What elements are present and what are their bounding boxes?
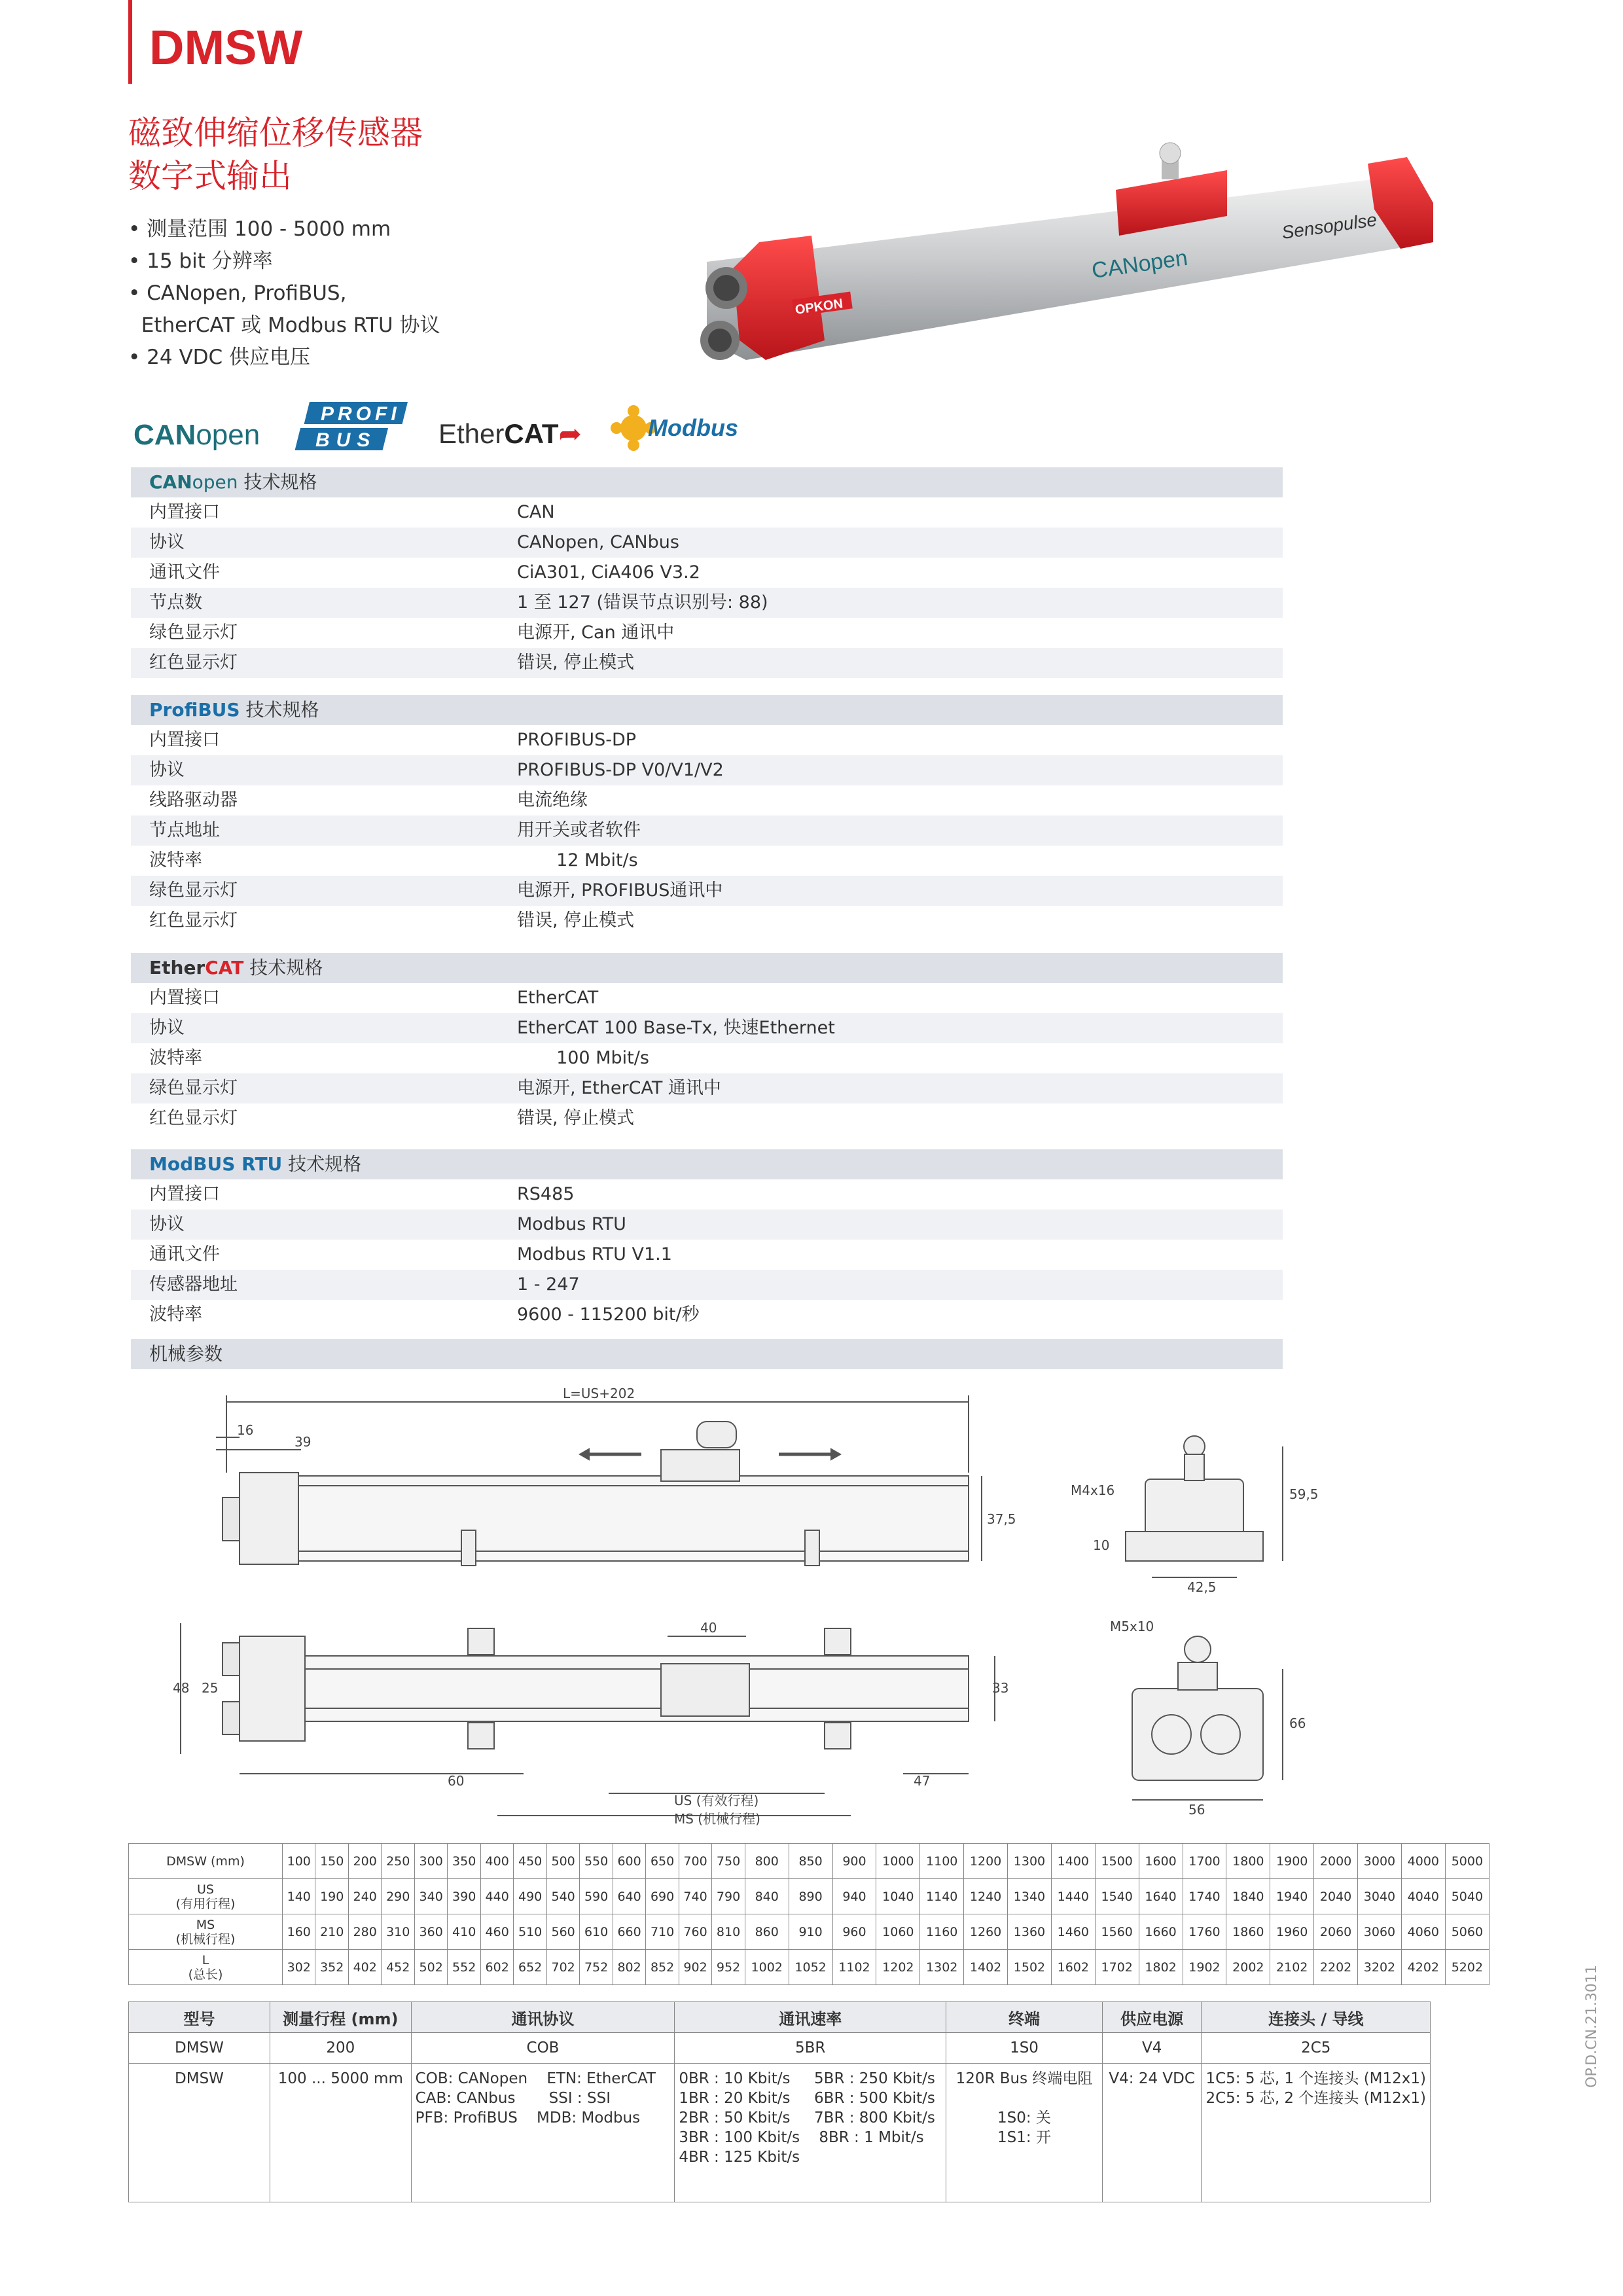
dimension-cell: 502 <box>414 1950 447 1985</box>
dimension-cell: 1702 <box>1095 1950 1139 1985</box>
svg-text:25: 25 <box>202 1680 219 1696</box>
row-label: US <box>197 1882 214 1897</box>
profibus-spec-table <box>131 695 1283 936</box>
dimension-cell: 1060 <box>876 1914 920 1950</box>
technical-drawing <box>131 1381 1319 1827</box>
mechanical-header: 机械参数 <box>131 1339 1283 1369</box>
dimension-cell: 452 <box>382 1950 414 1985</box>
dimension-cell: 600 <box>613 1844 645 1879</box>
svg-text:48: 48 <box>173 1680 190 1696</box>
dimension-cell: 850 <box>789 1844 832 1879</box>
dimension-cell: 1000 <box>876 1844 920 1879</box>
spec-row: 通讯文件 CiA301, CiA406 V3.2 <box>149 562 700 583</box>
spec-row: 节点数 1 至 127 (错误节点识别号: 88) <box>131 588 1283 618</box>
spec-row: 红色显示灯 错误, 停止模式 <box>149 1108 635 1128</box>
dimension-cell: 800 <box>745 1844 789 1879</box>
dimension-cell: 1900 <box>1270 1844 1314 1879</box>
svg-text:L=US+202: L=US+202 <box>563 1386 635 1401</box>
dimension-cell: 652 <box>514 1950 546 1985</box>
order-termination-cell: 120R Bus 终端电阻 1S0: 关 1S1: 开 <box>946 2064 1103 2202</box>
dimension-cell: 4202 <box>1401 1950 1445 1985</box>
dimension-cell: 402 <box>348 1950 381 1985</box>
spec-row: 波特率 100 Mbit/s <box>149 1048 649 1068</box>
dimension-cell: 810 <box>712 1914 745 1950</box>
dimension-cell: 690 <box>646 1879 679 1914</box>
dimension-cell: 1240 <box>964 1879 1008 1914</box>
dimension-cell: 4040 <box>1401 1879 1445 1914</box>
dimension-cell: 1860 <box>1226 1914 1270 1950</box>
spec-row: 协议 PROFIBUS-DP V0/V1/V2 <box>131 755 1283 785</box>
dimension-cell: 160 <box>283 1914 315 1950</box>
spec-row: 内置接口 EtherCAT <box>149 988 599 1008</box>
spec-row: 通讯文件 Modbus RTU V1.1 <box>149 1244 672 1265</box>
dimension-cell: 1440 <box>1051 1879 1095 1914</box>
order-model-cell: DMSW <box>129 2064 270 2202</box>
dimension-cell: 2202 <box>1314 1950 1358 1985</box>
svg-text:33: 33 <box>992 1680 1009 1696</box>
canopen-spec-table <box>131 467 1283 678</box>
spec-row: 红色显示灯 错误, 停止模式 <box>131 648 1283 678</box>
dimension-cell: 1760 <box>1183 1914 1226 1950</box>
dimension-cell: 1260 <box>964 1914 1008 1950</box>
feature-item: • CANopen, ProfiBUS, <box>128 281 347 305</box>
dimension-cell: 410 <box>448 1914 480 1950</box>
dimension-cell: 740 <box>679 1879 711 1914</box>
dimension-row <box>129 1879 1489 1914</box>
dimension-cell: 1002 <box>745 1950 789 1985</box>
svg-text:US (有效行程): US (有效行程) <box>674 1793 759 1808</box>
dimension-cell: 1300 <box>1008 1844 1052 1879</box>
spec-row: 波特率 9600 - 115200 bit/秒 <box>149 1304 700 1325</box>
spec-row: 内置接口 RS485 <box>149 1184 575 1204</box>
order-power-cell: V4: 24 VDC <box>1102 2064 1202 2202</box>
spec-row: 传感器地址 1 - 247 <box>131 1270 1283 1300</box>
modbus-spec-header: ModBUS RTU 技术规格 <box>131 1149 1283 1179</box>
svg-text:BUS: BUS <box>315 429 377 451</box>
dimension-cell: 1640 <box>1139 1879 1183 1914</box>
dimension-cell: 1802 <box>1139 1950 1183 1985</box>
dimension-cell: 210 <box>315 1914 348 1950</box>
row-sublabel: (机械行程) <box>175 1931 236 1946</box>
svg-text:47: 47 <box>914 1773 931 1789</box>
dimension-cell: 140 <box>283 1879 315 1914</box>
svg-text:59,5: 59,5 <box>1289 1486 1319 1502</box>
dimension-cell: 3060 <box>1358 1914 1402 1950</box>
dimension-cell: 1140 <box>920 1879 964 1914</box>
dimension-cell: 1400 <box>1051 1844 1095 1879</box>
dimension-row <box>129 1950 1489 1985</box>
order-code-table <box>128 2001 1431 2202</box>
feature-item: • 15 bit 分辨率 <box>128 249 273 273</box>
dimension-cell: 790 <box>712 1879 745 1914</box>
dimension-cell: 1960 <box>1270 1914 1314 1950</box>
dimension-cell: 1102 <box>832 1950 876 1985</box>
dimension-cell: 3000 <box>1358 1844 1402 1879</box>
dimension-cell: 150 <box>315 1844 348 1879</box>
svg-text:39: 39 <box>294 1434 312 1450</box>
dimension-cell: 1340 <box>1008 1879 1052 1914</box>
dimension-cell: 650 <box>646 1844 679 1879</box>
dimension-table <box>128 1843 1489 1985</box>
dimension-cell: 2040 <box>1314 1879 1358 1914</box>
order-rate-cell: 0BR : 10 Kbit/s 5BR : 250 Kbit/s 1BR : 20 Kbit/s 6BR : 500 Kbit/s 2BR : 50 Kbit/s 7BR : 800 Kbit/s 3BR : 100 Kbit/s 8BR : 1 Mbit/s 4BR : 125 Kbit/s <box>675 2064 946 2202</box>
order-header: 通讯速率 <box>675 2002 946 2033</box>
svg-text:40: 40 <box>700 1620 717 1636</box>
dimension-cell: 300 <box>414 1844 447 1879</box>
dimension-cell: 1202 <box>876 1950 920 1985</box>
dimension-cell: 1500 <box>1095 1844 1139 1879</box>
order-example-cell: COB <box>411 2033 675 2064</box>
row-label: DMSW (mm) <box>166 1854 245 1869</box>
dimension-row-header <box>129 1914 283 1950</box>
dimension-cell: 610 <box>580 1914 613 1950</box>
dimension-cell: 450 <box>514 1844 546 1879</box>
order-header: 型号 <box>129 2002 270 2033</box>
svg-text:Modbus: Modbus <box>648 414 738 441</box>
dimension-cell: 4060 <box>1401 1914 1445 1950</box>
page-title: DMSW <box>149 20 303 75</box>
row-sublabel: (有用行程) <box>175 1896 236 1911</box>
spec-row: 节点地址 用开关或者软件 <box>131 816 1283 846</box>
spec-row: 绿色显示灯 电源开, Can 通讯中 <box>149 622 675 643</box>
row-sublabel: (总长) <box>188 1967 223 1982</box>
order-example-cell: 5BR <box>675 2033 946 2064</box>
svg-text:M4x16: M4x16 <box>1071 1482 1115 1498</box>
dimension-cell: 802 <box>613 1950 645 1985</box>
dimension-cell: 5040 <box>1445 1879 1489 1914</box>
spec-row: 协议 CANopen, CANbus <box>131 528 1283 558</box>
dimension-cell: 1700 <box>1183 1844 1226 1879</box>
row-label: MS <box>196 1917 215 1932</box>
dimension-cell: 1200 <box>964 1844 1008 1879</box>
spec-row: 波特率 12 Mbit/s <box>149 850 638 870</box>
dimension-cell: 560 <box>546 1914 579 1950</box>
order-example-cell: 1S0 <box>946 2033 1103 2064</box>
order-header: 连接头 / 导线 <box>1202 2002 1431 2033</box>
dimension-cell: 1940 <box>1270 1879 1314 1914</box>
dimension-cell: 1040 <box>876 1879 920 1914</box>
dimension-cell: 250 <box>382 1844 414 1879</box>
dimension-cell: 1360 <box>1008 1914 1052 1950</box>
dimension-row-header <box>129 1950 283 1985</box>
dimension-cell: 1560 <box>1095 1914 1139 1950</box>
feature-item: EtherCAT 或 Modbus RTU 协议 <box>128 314 440 337</box>
dimension-cell: 1540 <box>1095 1879 1139 1914</box>
dimension-cell: 3202 <box>1358 1950 1402 1985</box>
dimension-cell: 640 <box>613 1879 645 1914</box>
dimension-cell: 240 <box>348 1879 381 1914</box>
dimension-cell: 550 <box>580 1844 613 1879</box>
dimension-cell: 1402 <box>964 1950 1008 1985</box>
product-image <box>589 144 1427 419</box>
dimension-cell: 760 <box>679 1914 711 1950</box>
dimension-cell: 1600 <box>1139 1844 1183 1879</box>
dimension-cell: 510 <box>514 1914 546 1950</box>
svg-text:M5x10: M5x10 <box>1110 1619 1154 1634</box>
spec-row: 协议 EtherCAT 100 Base-Tx, 快速Ethernet <box>131 1013 1283 1043</box>
spec-row: 线路驱动器 电流绝缘 <box>149 790 588 810</box>
dimension-cell: 890 <box>789 1879 832 1914</box>
page-subtitle <box>128 111 423 198</box>
svg-text:Sensopulse: Sensopulse <box>1280 209 1378 243</box>
dimension-cell: 710 <box>646 1914 679 1950</box>
order-example-cell: DMSW <box>129 2033 270 2064</box>
dimension-cell: 700 <box>679 1844 711 1879</box>
svg-text:CANopen: CANopen <box>1090 245 1190 283</box>
dimension-cell: 660 <box>613 1914 645 1950</box>
svg-text:42,5: 42,5 <box>1187 1579 1217 1595</box>
order-header: 通讯协议 <box>411 2002 675 2033</box>
dimension-cell: 400 <box>480 1844 513 1879</box>
dimension-cell: 1302 <box>920 1950 964 1985</box>
dimension-row <box>129 1844 1489 1879</box>
dimension-cell: 360 <box>414 1914 447 1950</box>
canopen-logo: CANopen <box>134 419 260 451</box>
dimension-cell: 2002 <box>1226 1950 1270 1985</box>
order-example-cell: 2C5 <box>1202 2033 1431 2064</box>
profibus-spec-header: ProfiBUS 技术规格 <box>131 695 1283 725</box>
dimension-cell: 5202 <box>1445 1950 1489 1985</box>
subtitle-line-1: 磁致伸缩位移传感器 <box>128 114 423 152</box>
dimension-cell: 190 <box>315 1879 348 1914</box>
dimension-row-header <box>129 1879 283 1914</box>
dimension-cell: 840 <box>745 1879 789 1914</box>
dimension-cell: 4000 <box>1401 1844 1445 1879</box>
ethercat-spec-header: EtherCAT 技术规格 <box>131 953 1283 983</box>
dimension-cell: 440 <box>480 1879 513 1914</box>
svg-text:16: 16 <box>237 1422 254 1438</box>
dimension-cell: 910 <box>789 1914 832 1950</box>
dimension-cell: 552 <box>448 1950 480 1985</box>
dimension-cell: 750 <box>712 1844 745 1879</box>
dimension-cell: 490 <box>514 1879 546 1914</box>
spec-row: 绿色显示灯 电源开, EtherCAT 通讯中 <box>131 1073 1283 1103</box>
order-protocol-cell: COB: CANopen ETN: EtherCAT CAB: CANbus SSI : SSI PFB: ProfiBUS MDB: Modbus <box>411 2064 675 2202</box>
dimension-cell: 960 <box>832 1914 876 1950</box>
dimension-cell: 350 <box>448 1844 480 1879</box>
dimension-cell: 390 <box>448 1879 480 1914</box>
dimension-cell: 540 <box>546 1879 579 1914</box>
feature-item: • 测量范围 100 - 5000 mm <box>128 217 391 241</box>
svg-text:60: 60 <box>448 1773 465 1789</box>
dimension-cell: 290 <box>382 1879 414 1914</box>
ethercat-spec-table <box>131 953 1283 1134</box>
order-connector-cell: 1C5: 5 芯, 1 个连接头 (M12x1) 2C5: 5 芯, 2 个连接头 (M12x1) <box>1202 2064 1431 2202</box>
dimension-cell: 1052 <box>789 1950 832 1985</box>
dimension-cell: 1100 <box>920 1844 964 1879</box>
svg-text:37,5: 37,5 <box>987 1511 1016 1527</box>
dimension-cell: 100 <box>283 1844 315 1879</box>
dimension-cell: 5060 <box>1445 1914 1489 1950</box>
dimension-cell: 500 <box>546 1844 579 1879</box>
title-accent-bar <box>128 0 132 84</box>
spec-row: 内置接口 CAN <box>149 502 555 522</box>
ethercat-logo: EtherCAT➦ <box>438 418 582 449</box>
dimension-cell: 902 <box>679 1950 711 1985</box>
spec-row: 协议 Modbus RTU <box>131 1210 1283 1240</box>
dimension-cell: 952 <box>712 1950 745 1985</box>
dimension-cell: 352 <box>315 1950 348 1985</box>
dimension-cell: 200 <box>348 1844 381 1879</box>
dimension-cell: 2102 <box>1270 1950 1314 1985</box>
dimension-cell: 1502 <box>1008 1950 1052 1985</box>
order-header: 终端 <box>946 2002 1103 2033</box>
feature-list <box>128 213 440 374</box>
dimension-cell: 280 <box>348 1914 381 1950</box>
svg-text:56: 56 <box>1188 1802 1205 1818</box>
dimension-cell: 1160 <box>920 1914 964 1950</box>
dimension-row <box>129 1914 1489 1950</box>
dimension-cell: 5000 <box>1445 1844 1489 1879</box>
order-example-cell: 200 <box>270 2033 411 2064</box>
dimension-cell: 860 <box>745 1914 789 1950</box>
dimension-cell: 302 <box>283 1950 315 1985</box>
dimension-cell: 3040 <box>1358 1879 1402 1914</box>
dimension-cell: 752 <box>580 1950 613 1985</box>
order-header: 测量行程 (mm) <box>270 2002 411 2033</box>
svg-text:66: 66 <box>1289 1715 1306 1731</box>
dimension-cell: 1602 <box>1051 1950 1095 1985</box>
dimension-cell: 602 <box>480 1950 513 1985</box>
profibus-logo <box>294 399 419 452</box>
svg-text:10: 10 <box>1093 1537 1110 1553</box>
dimension-cell: 1660 <box>1139 1914 1183 1950</box>
dimension-cell: 900 <box>832 1844 876 1879</box>
dimension-cell: 940 <box>832 1879 876 1914</box>
order-example-cell: V4 <box>1102 2033 1202 2064</box>
dimension-cell: 1840 <box>1226 1879 1270 1914</box>
dimension-cell: 1902 <box>1183 1950 1226 1985</box>
dimension-cell: 702 <box>546 1950 579 1985</box>
dimension-cell: 1740 <box>1183 1879 1226 1914</box>
svg-text:OPKON: OPKON <box>794 296 844 317</box>
document-code: OP.D.CN.21.3011 <box>1584 1965 1600 2088</box>
dimension-cell: 460 <box>480 1914 513 1950</box>
spec-row: 绿色显示灯 电源开, PROFIBUS通讯中 <box>131 876 1283 906</box>
dimension-cell: 1800 <box>1226 1844 1270 1879</box>
spec-row: 红色显示灯 错误, 停止模式 <box>149 910 635 931</box>
dimension-cell: 590 <box>580 1879 613 1914</box>
order-range-cell: 100 ... 5000 mm <box>270 2064 411 2202</box>
dimension-cell: 2060 <box>1314 1914 1358 1950</box>
dimension-cell: 852 <box>646 1950 679 1985</box>
modbus-spec-table <box>131 1149 1283 1330</box>
order-header: 供应电源 <box>1102 2002 1202 2033</box>
subtitle-line-2: 数字式输出 <box>128 157 292 195</box>
svg-text:MS (机械行程): MS (机械行程) <box>674 1811 760 1827</box>
dimension-cell: 2000 <box>1314 1844 1358 1879</box>
dimension-row-header <box>129 1844 283 1879</box>
feature-item: • 24 VDC 供应电压 <box>128 346 311 369</box>
dimension-cell: 340 <box>414 1879 447 1914</box>
spec-row: 内置接口 PROFIBUS-DP <box>149 730 637 750</box>
dimension-cell: 1460 <box>1051 1914 1095 1950</box>
canopen-spec-header: CANopen 技术规格 <box>131 467 1283 497</box>
row-label: L <box>202 1952 209 1967</box>
svg-text:PROFI: PROFI <box>321 403 401 425</box>
dimension-cell: 310 <box>382 1914 414 1950</box>
